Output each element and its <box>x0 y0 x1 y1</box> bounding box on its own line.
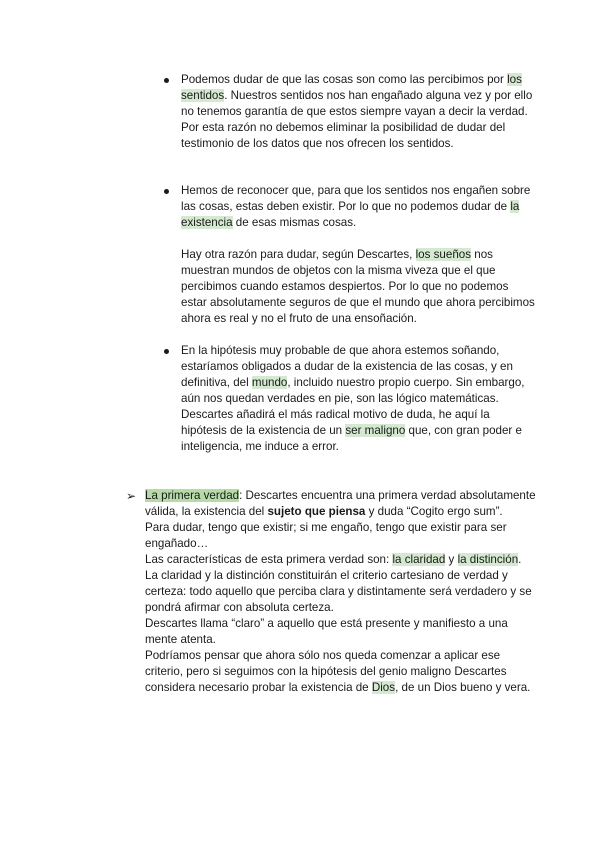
bullet-text: Podemos dudar de que las cosas son como las percibimos por los sentidos. Nuestros sentidos nos han engañado alguna vez y por ello no tenemos garantía de que estos siempre vayan a decir la verdad. Por esta razón no debemos eliminar la posibilidad de dudar del testimonio de los datos que nos ofrecen los sentidos. <box>181 73 533 150</box>
highlight-term: Dios <box>371 681 396 694</box>
bullet-paragraph-dreams: Hay otra razón para dudar, según Descartes, los sueños nos muestran mundos de objetos con la misma viveza que el que percibimos cuando estamos despiertos. Por lo que no podemos estar absolutamente seguros de que el mundo que ahora percibimos ahora es real y no el fruto de una ensoñación. <box>181 248 535 325</box>
highlight-term: los sueños <box>415 248 472 261</box>
god-paragraph: Podríamos pensar que ahora sólo nos queda comenzar a aplicar ese criterio, pero si seguimos con la hipótesis del genio maligno Descartes considera necesario probar la existencia de Dios, de un Dios bueno y vera. <box>145 649 531 694</box>
arrow-bullet-icon: ➢ <box>126 489 137 503</box>
bullet-dot-icon <box>164 78 169 83</box>
bullet-item-senses <box>181 72 537 152</box>
bullet-dot-icon <box>164 349 169 354</box>
bullet-dot-icon <box>164 189 169 194</box>
existence-paragraph: Para dudar, tengo que existir; si me engaño, tengo que existir para ser engañado… <box>145 521 507 550</box>
bullet-item-dreaming <box>181 343 537 455</box>
highlight-term: la distinción <box>457 553 519 566</box>
bullet-item-existence <box>181 183 537 327</box>
characteristics-paragraph: Las características de esta primera verdad son: la claridad y la distinción. La claridad y la distinción constituirán el criterio cartesiano de verdad y certeza: todo aquello que perciba clara y distintamente será verdadero y se pondrá afirmar con absoluta certeza. <box>145 553 532 614</box>
first-truth-paragraph: La primera verdad: Descartes encuentra una primera verdad absolutamente válida, la existencia del sujeto que piensa y duda “Cogito ergo sum”. <box>145 489 536 518</box>
bullet-paragraph-evil-genius: Descartes añadirá el más radical motivo de duda, he aquí la hipótesis de la existencia de un ser maligno que, con gran poder e inteligencia, me induce a error. <box>181 408 522 453</box>
bullet-text: En la hipótesis muy probable de que ahora estemos soñando, estaríamos obligados a dudar de la existencia de las cosas, y en definitiva, del mundo, incluido nuestro propio cuerpo. Sin embargo, aún nos quedan verdades en pie, son las lógico matemáticas. <box>181 344 525 405</box>
highlight-term: la existencia <box>181 200 520 229</box>
highlight-term: ser maligno <box>345 424 406 437</box>
section-title-highlight: La primera verdad <box>145 489 240 502</box>
highlight-term: la claridad <box>392 553 446 566</box>
bold-term: sujeto que piensa <box>267 505 366 518</box>
arrow-item-first-truth <box>126 488 537 696</box>
highlight-term: mundo <box>251 376 288 389</box>
highlight-term: los sentidos <box>181 73 522 102</box>
bullet-text: Hemos de reconocer que, para que los sentidos nos engañen sobre las cosas, estas deben existir. Por lo que no podemos dudar de la existencia de esas mismas cosas. <box>181 184 531 229</box>
clarity-paragraph: Descartes llama “claro” a aquello que está presente y manifiesto a una mente atenta. <box>145 617 508 646</box>
